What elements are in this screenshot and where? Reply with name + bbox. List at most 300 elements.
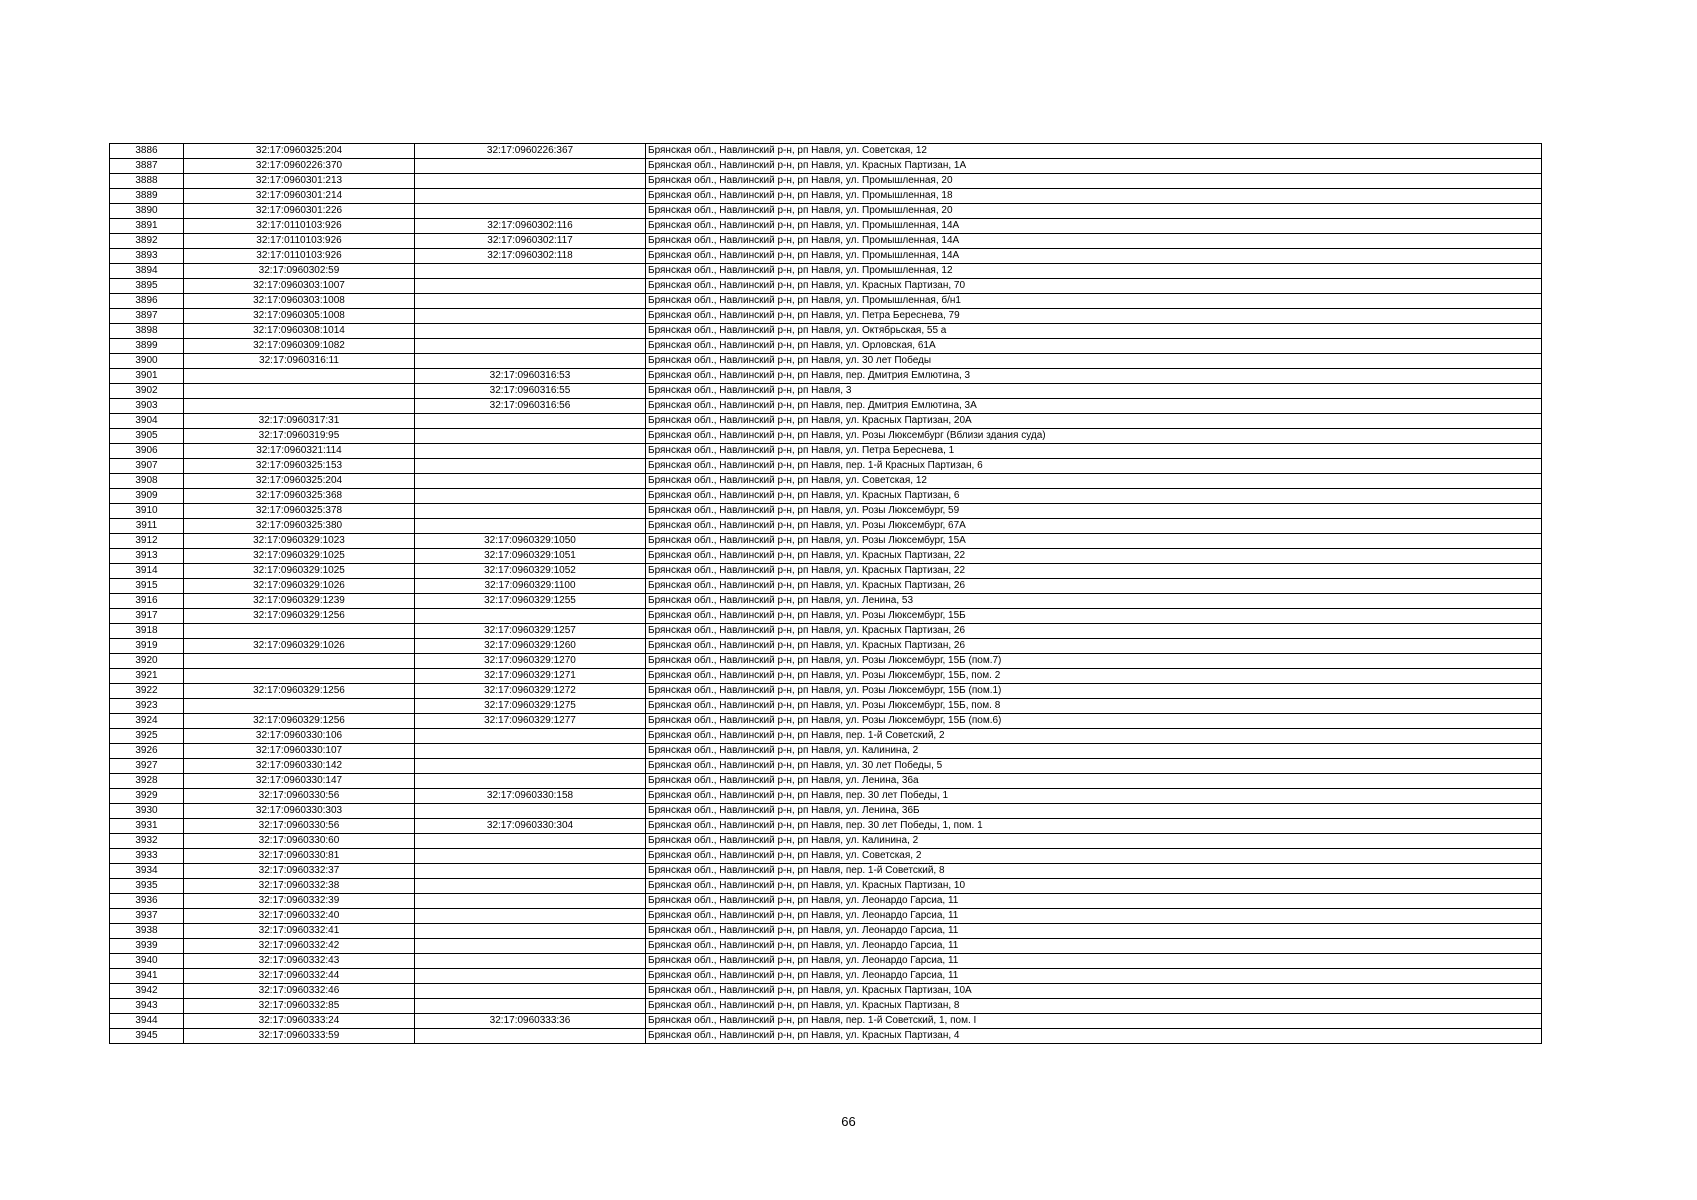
object-number-cell <box>415 744 646 759</box>
object-number-cell <box>415 1029 646 1044</box>
cadastral-number-cell: 32:17:0960309:1082 <box>184 339 415 354</box>
object-number-cell <box>415 354 646 369</box>
address-cell: Брянская обл., Навлинский р-н, рп Навля, ул. Красных Партизан, 4 <box>646 1029 1542 1044</box>
row-number-cell: 3898 <box>110 324 184 339</box>
address-cell: Брянская обл., Навлинский р-н, рп Навля, ул. Леонардо Гарсиа, 11 <box>646 924 1542 939</box>
object-number-cell <box>415 474 646 489</box>
cadastral-number-cell <box>184 399 415 414</box>
object-number-cell: 32:17:0960329:1277 <box>415 714 646 729</box>
table-row <box>110 339 1542 354</box>
table-row <box>110 789 1542 804</box>
row-number-cell: 3909 <box>110 489 184 504</box>
table-row <box>110 924 1542 939</box>
table-row <box>110 459 1542 474</box>
address-cell: Брянская обл., Навлинский р-н, рп Навля, ул. Советская, 2 <box>646 849 1542 864</box>
row-number-cell: 3899 <box>110 339 184 354</box>
address-cell: Брянская обл., Навлинский р-н, рп Навля, ул. Красных Партизан, 22 <box>646 549 1542 564</box>
address-cell: Брянская обл., Навлинский р-н, рп Навля, ул. Красных Партизан, 6 <box>646 489 1542 504</box>
cadastral-number-cell: 32:17:0960325:204 <box>184 474 415 489</box>
cadastral-number-cell: 32:17:0960303:1007 <box>184 279 415 294</box>
address-cell: Брянская обл., Навлинский р-н, рп Навля, 3 <box>646 384 1542 399</box>
object-number-cell: 32:17:0960329:1271 <box>415 669 646 684</box>
cadastral-number-cell: 32:17:0960305:1008 <box>184 309 415 324</box>
cadastral-number-cell: 32:17:0960333:24 <box>184 1014 415 1029</box>
table-row <box>110 369 1542 384</box>
row-number-cell: 3908 <box>110 474 184 489</box>
table-row <box>110 729 1542 744</box>
row-number-cell: 3918 <box>110 624 184 639</box>
address-cell: Брянская обл., Навлинский р-н, рп Навля, ул. Розы Люксембург, 15Б (пом.7) <box>646 654 1542 669</box>
object-number-cell <box>415 879 646 894</box>
row-number-cell: 3937 <box>110 909 184 924</box>
table-row <box>110 819 1542 834</box>
object-number-cell <box>415 339 646 354</box>
object-number-cell <box>415 519 646 534</box>
object-number-cell <box>415 609 646 624</box>
cadastral-number-cell: 32:17:0960329:1025 <box>184 564 415 579</box>
table-row <box>110 804 1542 819</box>
table-row <box>110 219 1542 234</box>
object-number-cell <box>415 804 646 819</box>
cadastral-number-cell: 32:17:0960332:40 <box>184 909 415 924</box>
address-cell: Брянская обл., Навлинский р-н, рп Навля, ул. Промышленная, 14А <box>646 219 1542 234</box>
table-row <box>110 639 1542 654</box>
address-cell: Брянская обл., Навлинский р-н, рп Навля, ул. Красных Партизан, 70 <box>646 279 1542 294</box>
cadastral-number-cell: 32:17:0960329:1026 <box>184 579 415 594</box>
table-row <box>110 234 1542 249</box>
cadastral-number-cell: 32:17:0960329:1026 <box>184 639 415 654</box>
row-number-cell: 3928 <box>110 774 184 789</box>
table-row <box>110 414 1542 429</box>
row-number-cell: 3893 <box>110 249 184 264</box>
table-row <box>110 624 1542 639</box>
address-cell: Брянская обл., Навлинский р-н, рп Навля, ул. Промышленная, 12 <box>646 264 1542 279</box>
table-row <box>110 264 1542 279</box>
address-cell: Брянская обл., Навлинский р-н, рп Навля, пер. Дмитрия Емлютина, 3 <box>646 369 1542 384</box>
object-number-cell: 32:17:0960329:1100 <box>415 579 646 594</box>
address-cell: Брянская обл., Навлинский р-н, рп Навля, ул. 30 лет Победы <box>646 354 1542 369</box>
address-cell: Брянская обл., Навлинский р-н, рп Навля, ул. Петра Береснева, 79 <box>646 309 1542 324</box>
address-cell: Брянская обл., Навлинский р-н, рп Навля, ул. Октябрьская, 55 а <box>646 324 1542 339</box>
cadastral-number-cell: 32:17:0960325:368 <box>184 489 415 504</box>
object-number-cell <box>415 969 646 984</box>
address-cell: Брянская обл., Навлинский р-н, рп Навля, пер. 1-й Советский, 2 <box>646 729 1542 744</box>
object-number-cell: 32:17:0960329:1051 <box>415 549 646 564</box>
object-number-cell: 32:17:0960316:53 <box>415 369 646 384</box>
row-number-cell: 3903 <box>110 399 184 414</box>
object-number-cell: 32:17:0960329:1275 <box>415 699 646 714</box>
object-number-cell <box>415 414 646 429</box>
cadastral-number-cell: 32:17:0960301:214 <box>184 189 415 204</box>
address-cell: Брянская обл., Навлинский р-н, рп Навля, ул. Красных Партизан, 10А <box>646 984 1542 999</box>
row-number-cell: 3894 <box>110 264 184 279</box>
row-number-cell: 3923 <box>110 699 184 714</box>
row-number-cell: 3907 <box>110 459 184 474</box>
object-number-cell <box>415 849 646 864</box>
address-cell: Брянская обл., Навлинский р-н, рп Навля, ул. Розы Люксембург, 15А <box>646 534 1542 549</box>
cadastral-number-cell <box>184 654 415 669</box>
row-number-cell: 3942 <box>110 984 184 999</box>
cadastral-number-cell: 32:17:0960330:81 <box>184 849 415 864</box>
table-row <box>110 879 1542 894</box>
row-number-cell: 3932 <box>110 834 184 849</box>
address-cell: Брянская обл., Навлинский р-н, рп Навля, ул. Красных Партизан, 20А <box>646 414 1542 429</box>
object-number-cell: 32:17:0960330:158 <box>415 789 646 804</box>
address-cell: Брянская обл., Навлинский р-н, рп Навля, ул. Красных Партизан, 26 <box>646 624 1542 639</box>
row-number-cell: 3917 <box>110 609 184 624</box>
row-number-cell: 3931 <box>110 819 184 834</box>
table-row <box>110 654 1542 669</box>
cadastral-number-cell: 32:17:0960301:213 <box>184 174 415 189</box>
table-row <box>110 279 1542 294</box>
row-number-cell: 3943 <box>110 999 184 1014</box>
row-number-cell: 3912 <box>110 534 184 549</box>
object-number-cell: 32:17:0960316:56 <box>415 399 646 414</box>
table-row <box>110 759 1542 774</box>
cadastral-number-cell: 32:17:0110103:926 <box>184 249 415 264</box>
row-number-cell: 3896 <box>110 294 184 309</box>
object-number-cell: 32:17:0960302:118 <box>415 249 646 264</box>
address-cell: Брянская обл., Навлинский р-н, рп Навля, ул. Розы Люксембург, 15Б <box>646 609 1542 624</box>
table-row <box>110 684 1542 699</box>
object-number-cell: 32:17:0960302:117 <box>415 234 646 249</box>
row-number-cell: 3940 <box>110 954 184 969</box>
cadastral-number-cell: 32:17:0960302:59 <box>184 264 415 279</box>
cadastral-number-cell <box>184 384 415 399</box>
row-number-cell: 3919 <box>110 639 184 654</box>
row-number-cell: 3920 <box>110 654 184 669</box>
row-number-cell: 3904 <box>110 414 184 429</box>
cadastral-number-cell: 32:17:0960317:31 <box>184 414 415 429</box>
cadastral-number-cell: 32:17:0960332:39 <box>184 894 415 909</box>
address-cell: Брянская обл., Навлинский р-н, рп Навля, пер. 1-й Красных Партизан, 6 <box>646 459 1542 474</box>
table-row <box>110 849 1542 864</box>
cadastral-number-cell: 32:17:0110103:926 <box>184 234 415 249</box>
table-row <box>110 294 1542 309</box>
address-cell: Брянская обл., Навлинский р-н, рп Навля, ул. Красных Партизан, 8 <box>646 999 1542 1014</box>
table-row <box>110 609 1542 624</box>
table-row <box>110 669 1542 684</box>
object-number-cell <box>415 759 646 774</box>
table-row <box>110 894 1542 909</box>
row-number-cell: 3895 <box>110 279 184 294</box>
object-number-cell <box>415 459 646 474</box>
table-row <box>110 474 1542 489</box>
row-number-cell: 3938 <box>110 924 184 939</box>
row-number-cell: 3933 <box>110 849 184 864</box>
row-number-cell: 3890 <box>110 204 184 219</box>
row-number-cell: 3921 <box>110 669 184 684</box>
table-row <box>110 444 1542 459</box>
address-cell: Брянская обл., Навлинский р-н, рп Навля, пер. 30 лет Победы, 1 <box>646 789 1542 804</box>
table-row <box>110 714 1542 729</box>
cadastral-number-cell: 32:17:0960301:226 <box>184 204 415 219</box>
address-cell: Брянская обл., Навлинский р-н, рп Навля, ул. Розы Люксембург, 67А <box>646 519 1542 534</box>
address-cell: Брянская обл., Навлинский р-н, рп Навля, ул. Советская, 12 <box>646 144 1542 159</box>
cadastral-number-cell: 32:17:0960332:43 <box>184 954 415 969</box>
table-row <box>110 954 1542 969</box>
row-number-cell: 3900 <box>110 354 184 369</box>
table-row <box>110 204 1542 219</box>
cadastral-number-cell: 32:17:0960333:59 <box>184 1029 415 1044</box>
address-cell: Брянская обл., Навлинский р-н, рп Навля, ул. Леонардо Гарсиа, 11 <box>646 939 1542 954</box>
table-row <box>110 174 1542 189</box>
object-number-cell <box>415 504 646 519</box>
table-row <box>110 489 1542 504</box>
table-row <box>110 984 1542 999</box>
address-cell: Брянская обл., Навлинский р-н, рп Навля, ул. Петра Бересневa, 1 <box>646 444 1542 459</box>
address-cell: Брянская обл., Навлинский р-н, рп Навля, ул. Леонардо Гарсиа, 11 <box>646 909 1542 924</box>
object-number-cell <box>415 174 646 189</box>
table-row <box>110 504 1542 519</box>
row-number-cell: 3892 <box>110 234 184 249</box>
address-cell: Брянская обл., Навлинский р-н, рп Навля, ул. Калинина, 2 <box>646 744 1542 759</box>
row-number-cell: 3914 <box>110 564 184 579</box>
row-number-cell: 3922 <box>110 684 184 699</box>
table-row <box>110 1014 1542 1029</box>
address-cell: Брянская обл., Навлинский р-н, рп Навля, ул. Промышленная, 18 <box>646 189 1542 204</box>
cadastral-number-cell: 32:17:0960332:38 <box>184 879 415 894</box>
cadastral-number-cell: 32:17:0960226:370 <box>184 159 415 174</box>
table-row <box>110 579 1542 594</box>
cadastral-number-cell: 32:17:0960325:153 <box>184 459 415 474</box>
object-number-cell: 32:17:0960316:55 <box>415 384 646 399</box>
object-number-cell <box>415 834 646 849</box>
table-row <box>110 324 1542 339</box>
object-number-cell <box>415 324 646 339</box>
address-cell: Брянская обл., Навлинский р-н, рп Навля, ул. Красных Партизан, 26 <box>646 639 1542 654</box>
table-row <box>110 564 1542 579</box>
page-number: 66 <box>841 1114 856 1129</box>
row-number-cell: 3927 <box>110 759 184 774</box>
object-number-cell <box>415 999 646 1014</box>
object-number-cell <box>415 189 646 204</box>
object-number-cell: 32:17:0960329:1257 <box>415 624 646 639</box>
object-number-cell <box>415 489 646 504</box>
table-row <box>110 999 1542 1014</box>
cadastral-number-cell: 32:17:0960332:46 <box>184 984 415 999</box>
address-cell: Брянская обл., Навлинский р-н, рп Навля, ул. Розы Люксембург, 15Б, пом. 8 <box>646 699 1542 714</box>
table-row <box>110 159 1542 174</box>
address-cell: Брянская обл., Навлинский р-н, рп Навля, пер. 1-й Советский, 8 <box>646 864 1542 879</box>
row-number-cell: 3906 <box>110 444 184 459</box>
row-number-cell: 3935 <box>110 879 184 894</box>
row-number-cell: 3939 <box>110 939 184 954</box>
row-number-cell: 3888 <box>110 174 184 189</box>
object-number-cell <box>415 939 646 954</box>
address-cell: Брянская обл., Навлинский р-н, рп Навля, ул. Промышленная, 20 <box>646 204 1542 219</box>
cadastral-number-cell: 32:17:0960325:204 <box>184 144 415 159</box>
table-row <box>110 354 1542 369</box>
cadastral-number-cell: 32:17:0960316:11 <box>184 354 415 369</box>
address-cell: Брянская обл., Навлинский р-н, рп Навля, ул. Промышленная, 14А <box>646 234 1542 249</box>
cadastral-number-cell: 32:17:0960332:42 <box>184 939 415 954</box>
cadastral-number-cell: 32:17:0960329:1025 <box>184 549 415 564</box>
cadastral-number-cell: 32:17:0960321:114 <box>184 444 415 459</box>
cadastral-number-cell: 32:17:0960329:1256 <box>184 684 415 699</box>
object-number-cell <box>415 984 646 999</box>
registry-table-body <box>110 144 1542 1044</box>
table-row <box>110 864 1542 879</box>
address-cell: Брянская обл., Навлинский р-н, рп Навля, ул. Красных Партизан, 22 <box>646 564 1542 579</box>
table-row <box>110 144 1542 159</box>
object-number-cell <box>415 204 646 219</box>
address-cell: Брянская обл., Навлинский р-н, рп Навля, ул. Леонардо Гарсиа, 11 <box>646 969 1542 984</box>
row-number-cell: 3925 <box>110 729 184 744</box>
object-number-cell: 32:17:0960329:1050 <box>415 534 646 549</box>
row-number-cell: 3887 <box>110 159 184 174</box>
cadastral-number-cell: 32:17:0960330:142 <box>184 759 415 774</box>
cadastral-number-cell: 32:17:0960332:41 <box>184 924 415 939</box>
object-number-cell <box>415 159 646 174</box>
address-cell: Брянская обл., Навлинский р-н, рп Навля, ул. Советская, 12 <box>646 474 1542 489</box>
address-cell: Брянская обл., Навлинский р-н, рп Навля, ул. Ленина, 36Б <box>646 804 1542 819</box>
object-number-cell <box>415 729 646 744</box>
cadastral-number-cell: 32:17:0960329:1256 <box>184 609 415 624</box>
address-cell: Брянская обл., Навлинский р-н, рп Навля, пер. Дмитрия Емлютина, 3А <box>646 399 1542 414</box>
object-number-cell: 32:17:0960226:367 <box>415 144 646 159</box>
row-number-cell: 3886 <box>110 144 184 159</box>
address-cell: Брянская обл., Навлинский р-н, рп Навля, ул. Красных Партизан, 26 <box>646 579 1542 594</box>
cadastral-number-cell: 32:17:0960330:107 <box>184 744 415 759</box>
cadastral-number-cell <box>184 669 415 684</box>
object-number-cell: 32:17:0960329:1255 <box>415 594 646 609</box>
cadastral-number-cell: 32:17:0960308:1014 <box>184 324 415 339</box>
table-row <box>110 549 1542 564</box>
address-cell: Брянская обл., Навлинский р-н, рп Навля, ул. Розы Люксембург, 15Б, пом. 2 <box>646 669 1542 684</box>
object-number-cell: 32:17:0960329:1272 <box>415 684 646 699</box>
table-row <box>110 429 1542 444</box>
row-number-cell: 3934 <box>110 864 184 879</box>
object-number-cell <box>415 774 646 789</box>
table-row <box>110 594 1542 609</box>
row-number-cell: 3891 <box>110 219 184 234</box>
row-number-cell: 3905 <box>110 429 184 444</box>
cadastral-number-cell: 32:17:0960319:95 <box>184 429 415 444</box>
address-cell: Брянская обл., Навлинский р-н, рп Навля, ул. Ленина, 36а <box>646 774 1542 789</box>
cadastral-number-cell: 32:17:0960303:1008 <box>184 294 415 309</box>
cadastral-number-cell <box>184 624 415 639</box>
object-number-cell <box>415 864 646 879</box>
cadastral-number-cell: 32:17:0960332:44 <box>184 969 415 984</box>
row-number-cell: 3941 <box>110 969 184 984</box>
cadastral-number-cell: 32:17:0960329:1023 <box>184 534 415 549</box>
row-number-cell: 3926 <box>110 744 184 759</box>
address-cell: Брянская обл., Навлинский р-н, рп Навля, пер. 1-й Советский, 1, пом. I <box>646 1014 1542 1029</box>
table-row <box>110 1029 1542 1044</box>
row-number-cell: 3901 <box>110 369 184 384</box>
object-number-cell: 32:17:0960329:1052 <box>415 564 646 579</box>
address-cell: Брянская обл., Навлинский р-н, рп Навля, ул. Калинина, 2 <box>646 834 1542 849</box>
row-number-cell: 3897 <box>110 309 184 324</box>
object-number-cell: 32:17:0960333:36 <box>415 1014 646 1029</box>
address-cell: Брянская обл., Навлинский р-н, рп Навля, ул. Красных Партизан, 10 <box>646 879 1542 894</box>
table-row <box>110 834 1542 849</box>
object-number-cell <box>415 444 646 459</box>
cadastral-number-cell: 32:17:0960325:380 <box>184 519 415 534</box>
row-number-cell: 3913 <box>110 549 184 564</box>
cadastral-number-cell: 32:17:0960332:37 <box>184 864 415 879</box>
object-number-cell: 32:17:0960329:1260 <box>415 639 646 654</box>
table-row <box>110 534 1542 549</box>
registry-table <box>109 143 1542 1044</box>
cadastral-number-cell: 32:17:0960330:60 <box>184 834 415 849</box>
row-number-cell: 3945 <box>110 1029 184 1044</box>
cadastral-number-cell: 32:17:0960329:1239 <box>184 594 415 609</box>
object-number-cell <box>415 894 646 909</box>
cadastral-number-cell: 32:17:0960330:56 <box>184 819 415 834</box>
address-cell: Брянская обл., Навлинский р-н, рп Навля, ул. Розы Люксембург (Вблизи здания суда) <box>646 429 1542 444</box>
table-row <box>110 309 1542 324</box>
object-number-cell: 32:17:0960330:304 <box>415 819 646 834</box>
object-number-cell <box>415 924 646 939</box>
address-cell: Брянская обл., Навлинский р-н, рп Навля, ул. Розы Люксембург, 15Б (пом.6) <box>646 714 1542 729</box>
row-number-cell: 3929 <box>110 789 184 804</box>
object-number-cell <box>415 309 646 324</box>
table-row <box>110 384 1542 399</box>
address-cell: Брянская обл., Навлинский р-н, рп Навля, ул. Ленина, 53 <box>646 594 1542 609</box>
table-row <box>110 774 1542 789</box>
address-cell: Брянская обл., Навлинский р-н, рп Навля, ул. Орловская, 61А <box>646 339 1542 354</box>
row-number-cell: 3936 <box>110 894 184 909</box>
table-row <box>110 744 1542 759</box>
object-number-cell: 32:17:0960329:1270 <box>415 654 646 669</box>
object-number-cell: 32:17:0960302:116 <box>415 219 646 234</box>
table-row <box>110 519 1542 534</box>
cadastral-number-cell: 32:17:0110103:926 <box>184 219 415 234</box>
cadastral-number-cell: 32:17:0960332:85 <box>184 999 415 1014</box>
table-row <box>110 699 1542 714</box>
row-number-cell: 3910 <box>110 504 184 519</box>
address-cell: Брянская обл., Навлинский р-н, рп Навля, ул. Розы Люксембург, 15Б (пом.1) <box>646 684 1542 699</box>
object-number-cell <box>415 909 646 924</box>
address-cell: Брянская обл., Навлинский р-н, рп Навля, ул. Промышленная, 20 <box>646 174 1542 189</box>
cadastral-number-cell: 32:17:0960330:147 <box>184 774 415 789</box>
address-cell: Брянская обл., Навлинский р-н, рп Навля, ул. Леонардо Гарсиа, 11 <box>646 954 1542 969</box>
cadastral-number-cell: 32:17:0960325:378 <box>184 504 415 519</box>
object-number-cell <box>415 264 646 279</box>
row-number-cell: 3902 <box>110 384 184 399</box>
object-number-cell <box>415 429 646 444</box>
cadastral-number-cell: 32:17:0960330:56 <box>184 789 415 804</box>
address-cell: Брянская обл., Навлинский р-н, рп Навля, пер. 30 лет Победы, 1, пом. 1 <box>646 819 1542 834</box>
cadastral-number-cell <box>184 699 415 714</box>
table-row <box>110 249 1542 264</box>
cadastral-number-cell <box>184 369 415 384</box>
address-cell: Брянская обл., Навлинский р-н, рп Навля, ул. Красных Партизан, 1А <box>646 159 1542 174</box>
table-row <box>110 969 1542 984</box>
object-number-cell <box>415 294 646 309</box>
table-row <box>110 399 1542 414</box>
object-number-cell <box>415 279 646 294</box>
table-row <box>110 939 1542 954</box>
row-number-cell: 3916 <box>110 594 184 609</box>
row-number-cell: 3930 <box>110 804 184 819</box>
row-number-cell: 3911 <box>110 519 184 534</box>
address-cell: Брянская обл., Навлинский р-н, рп Навля, ул. 30 лет Победы, 5 <box>646 759 1542 774</box>
row-number-cell: 3889 <box>110 189 184 204</box>
address-cell: Брянская обл., Навлинский р-н, рп Навля, ул. Леонардо Гарсиа, 11 <box>646 894 1542 909</box>
address-cell: Брянская обл., Навлинский р-н, рп Навля, ул. Промышленная, б/н1 <box>646 294 1542 309</box>
object-number-cell <box>415 954 646 969</box>
table-row <box>110 189 1542 204</box>
address-cell: Брянская обл., Навлинский р-н, рп Навля, ул. Промышленная, 14А <box>646 249 1542 264</box>
table-row <box>110 909 1542 924</box>
cadastral-number-cell: 32:17:0960330:303 <box>184 804 415 819</box>
address-cell: Брянская обл., Навлинский р-н, рп Навля, ул. Розы Люксембург, 59 <box>646 504 1542 519</box>
cadastral-number-cell: 32:17:0960330:106 <box>184 729 415 744</box>
row-number-cell: 3915 <box>110 579 184 594</box>
